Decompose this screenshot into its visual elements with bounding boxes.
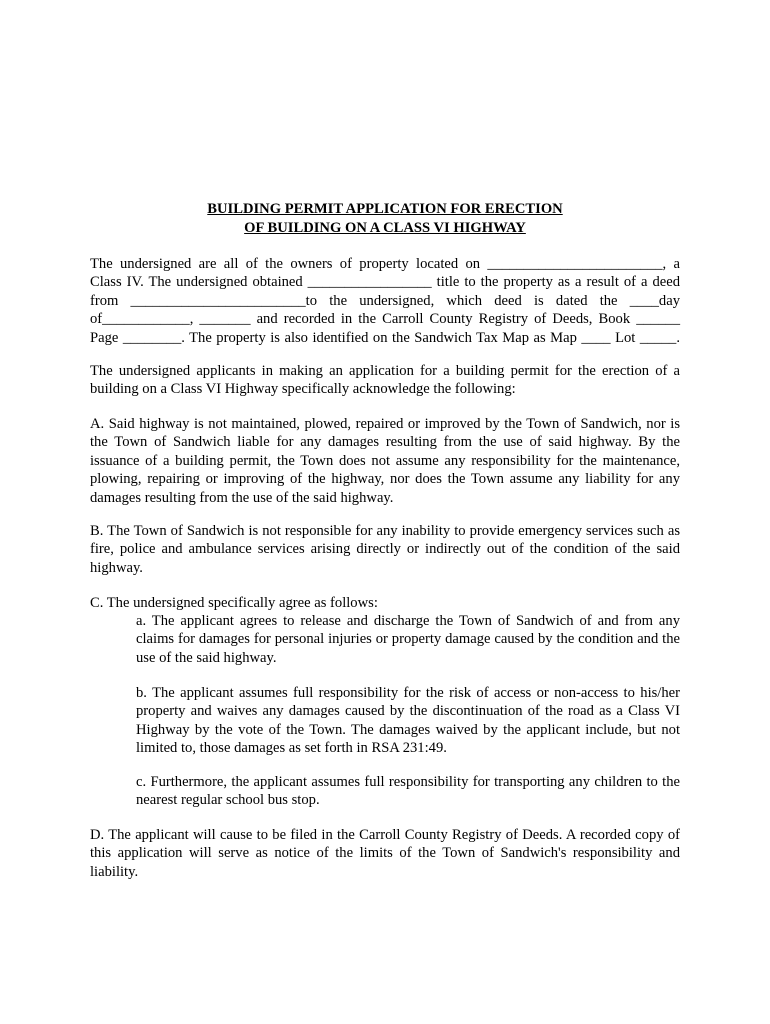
section-d-paragraph: D. The applicant will cause to be filed in the Carroll County Registry of Deeds. A recorded copy of this application will serve as notice of the limits of the Town of Sandwich's responsibility and liability.: [90, 827, 680, 880]
section-c-heading: C. The undersigned specifically agree as follows:: [90, 595, 378, 611]
section-c-item-b: b. The applicant assumes full responsibility for the risk of access or non-access to his/her property and waives any damages caused by the discontinuation of the road as a Class VI Highway by the vote of the Town. The damages waived by the applicant include, but not limited to, those damages as set forth in RSA 231:49.: [136, 685, 680, 757]
acknowledge-paragraph: The undersigned applicants in making an application for a building permit for the erection of a building on a Class VI Highway specifically acknowledge the following:: [90, 363, 680, 398]
intro-line-4: of____________, _______ and recorded in the Carroll County Registry of Deeds, Book ______: [90, 311, 680, 328]
section-c-item-a: a. The applicant agrees to release and discharge the Town of Sandwich of and from any claims for damages for personal injuries or property damage caused by the condition and the use of the said highway.: [136, 613, 680, 666]
section-c-item-c: c. Furthermore, the applicant assumes full responsibility for transporting any children to the nearest regular school bus stop.: [136, 774, 680, 809]
intro-line-1: The undersigned are all of the owners of property located on ________________________, a: [90, 256, 680, 272]
intro-paragraph: [90, 255, 680, 347]
title-line-2: OF BUILDING ON A CLASS VI HIGHWAY: [244, 220, 526, 236]
title-line-1: BUILDING PERMIT APPLICATION FOR ERECTION: [207, 201, 563, 217]
document-title: [90, 200, 680, 238]
intro-line-3: from ________________________to the undersigned, which deed is dated the ____day: [90, 292, 680, 309]
intro-line-2: Class IV. The undersigned obtained _________________ title to the property as a result of a deed: [90, 274, 680, 291]
intro-line-5: Page ________. The property is also identified on the Sandwich Tax Map as Map ____ Lot _____.: [90, 329, 680, 346]
section-b-paragraph: B. The Town of Sandwich is not responsible for any inability to provide emergency services such as fire, police and ambulance services arising directly or indirectly out of the condition of the said highway.: [90, 523, 680, 576]
section-a-paragraph: A. Said highway is not maintained, plowed, repaired or improved by the Town of Sandwich, nor is the Town of Sandwich liable for any damages resulting from the use of said highway. By the issuance of a building permit, the Town does not assume any responsibility for the maintenance, plowing, repairing or improving of the highway, nor does the Town assume any liability for any damages resulting from the use of the said highway.: [90, 416, 680, 506]
